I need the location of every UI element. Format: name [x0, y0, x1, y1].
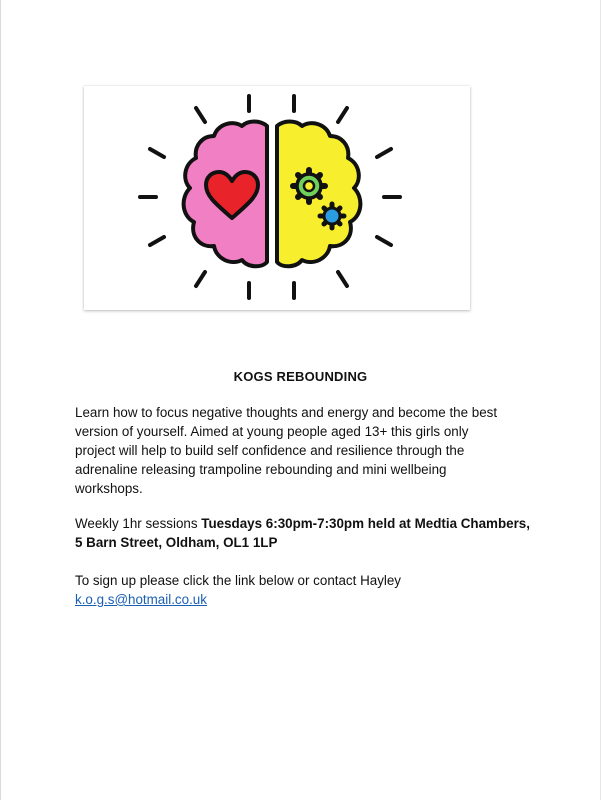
gear-green-icon	[293, 170, 325, 202]
page-title: KOGS REBOUNDING	[233, 369, 368, 384]
signup-paragraph	[75, 571, 545, 609]
intro-line: Learn how to focus negative thoughts and energy and become the best	[75, 405, 498, 420]
intro-line: workshops.	[75, 481, 143, 496]
signup-text: To sign up please click the link below or contact Hayley	[75, 573, 402, 588]
brain-heart-gears-icon	[84, 86, 470, 310]
email-link[interactable]: k.o.g.s@hotmail.co.uk	[75, 592, 207, 607]
intro-line: project will help to build self confidence and resilience through the	[75, 443, 465, 458]
intro-paragraph	[75, 403, 545, 498]
logo-image	[84, 86, 470, 310]
intro-line: adrenaline releasing trampoline rebounding and mini wellbeing	[75, 462, 447, 477]
sessions-time-venue: Tuesdays 6:30pm-7:30pm held at Medtia Chambers,	[201, 516, 530, 531]
sessions-address: 5 Barn Street, Oldham, OL1 1LP	[75, 535, 278, 550]
sessions-prefix: Weekly 1hr sessions	[75, 516, 202, 531]
sessions-paragraph	[75, 514, 545, 552]
intro-line: version of yourself. Aimed at young people aged 13+ this girls only	[75, 424, 469, 439]
gear-blue-icon	[320, 204, 344, 228]
